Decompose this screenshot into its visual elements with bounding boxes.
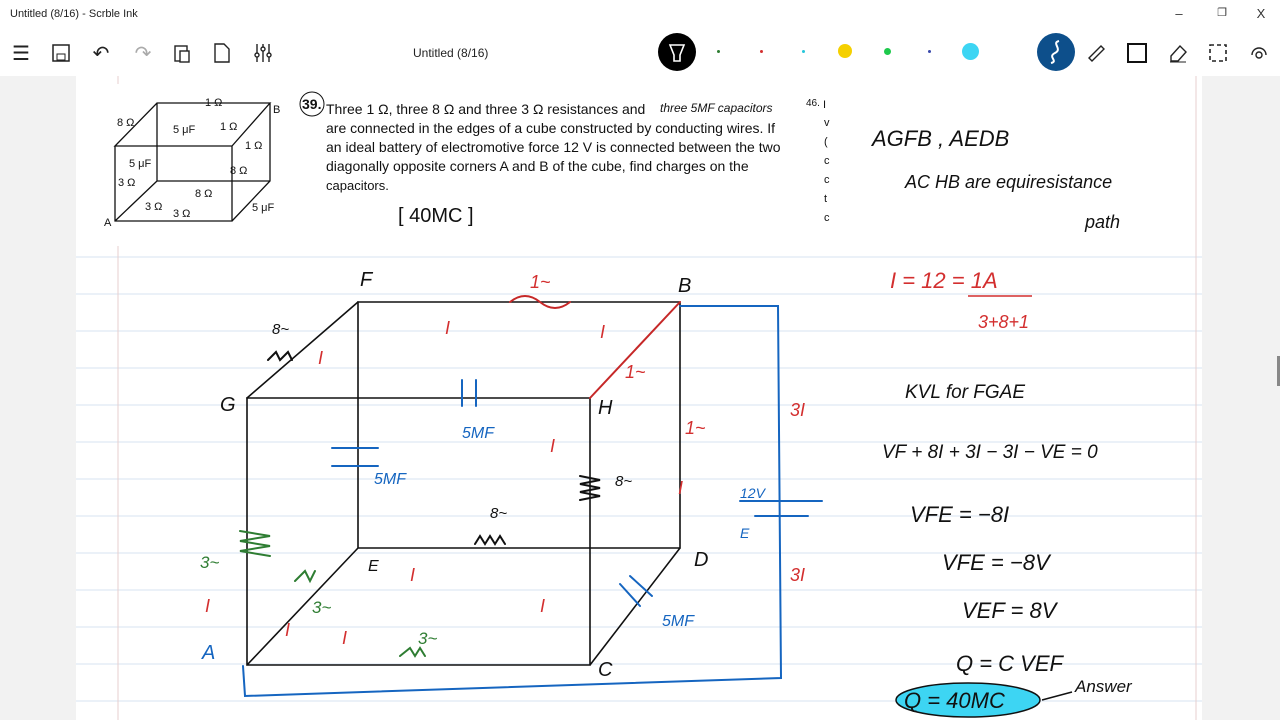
fig-label: 8 Ω	[195, 188, 213, 200]
current-label: I	[410, 565, 416, 585]
current-label: I	[285, 620, 291, 640]
current-label: I	[445, 318, 451, 338]
close-button[interactable]: X	[1256, 6, 1266, 21]
note-line: path	[1085, 212, 1121, 232]
battery-label: 12V	[740, 485, 765, 501]
resistor-label: 3~	[312, 598, 332, 617]
fig-label: 1 Ω	[245, 140, 263, 152]
ink-layer	[0, 76, 1280, 720]
settings-sliders-icon[interactable]	[250, 40, 276, 66]
cut-text: c	[824, 212, 830, 224]
resistor-label: 1~	[685, 418, 706, 438]
fig-label: 5 μF	[173, 124, 196, 136]
current-label: I	[600, 322, 606, 342]
fig-label: 1 Ω	[220, 121, 238, 133]
problem-text-line: Three 1 Ω, three 8 Ω and three 3 Ω resistances and	[326, 101, 646, 117]
touch-mode-icon[interactable]	[1246, 40, 1272, 66]
note-line: KVL for FGAE	[905, 382, 1026, 403]
note-line: AGFB , AEDB	[872, 126, 1010, 151]
title-bar	[0, 0, 1280, 30]
lasso-select-icon[interactable]	[1205, 40, 1231, 66]
resistor-label: 8~	[272, 321, 290, 338]
fig-label-a: A	[104, 217, 112, 229]
current-label: 3I	[790, 565, 806, 585]
node-label-e: E	[368, 558, 379, 575]
problem-number: 39.	[302, 96, 322, 112]
ink-canvas[interactable]	[0, 76, 1280, 720]
problem-text-line: capacitors.	[326, 178, 389, 193]
node-label-g: G	[220, 394, 236, 416]
pen-color-red[interactable]	[760, 50, 763, 53]
next-problem-number: 46.	[806, 98, 820, 109]
highlight-color-cyan[interactable]	[962, 43, 979, 60]
current-equation-denominator: 3+8+1	[978, 312, 1030, 332]
capacitor-label: 5MF	[374, 471, 406, 488]
cut-text: I	[823, 99, 827, 111]
highlight-color-yellow[interactable]	[838, 44, 852, 58]
cut-text: c	[824, 174, 830, 186]
battery-label: E	[740, 525, 750, 541]
current-label: I	[678, 478, 684, 498]
eraser-icon[interactable]	[1165, 40, 1191, 66]
resistor-label: 3~	[200, 553, 220, 572]
node-label-d: D	[694, 549, 709, 571]
document-title: Untitled (8/16)	[413, 46, 489, 60]
problem-text-line: are connected in the edges of a cube constructed by conducting wires. If	[326, 120, 776, 136]
pen-tool-button[interactable]	[1037, 33, 1075, 71]
pen-color-cyan[interactable]	[802, 50, 805, 53]
current-equation: I = 12 = 1A	[890, 268, 998, 293]
ruled-lines	[76, 257, 1202, 701]
new-page-icon[interactable]	[209, 40, 235, 66]
resistor-label: 3~	[418, 629, 438, 648]
pen-color-green[interactable]	[717, 50, 720, 53]
ruler-icon[interactable]	[1083, 40, 1109, 66]
current-label: I	[342, 628, 348, 648]
fig-label-b: B	[273, 104, 281, 116]
maximize-button[interactable]: ❐	[1217, 7, 1227, 19]
answer-label: Answer	[1075, 677, 1132, 696]
answer-bracket: [ 40MC ]	[398, 205, 474, 227]
pen-color-blue[interactable]	[928, 50, 931, 53]
capacitor-label: 5MF	[462, 425, 494, 442]
equation: Q = C VEF	[956, 651, 1063, 676]
cut-text: v	[824, 117, 830, 129]
fig-label: 8 Ω	[230, 165, 248, 177]
cube-diagram	[240, 296, 822, 696]
note-line: AC HB are equiresistance	[905, 172, 1113, 192]
fig-label: 3 Ω	[118, 177, 136, 189]
current-label: I	[550, 436, 556, 456]
node-label-b: B	[678, 275, 692, 297]
fig-label: 8 Ω	[117, 117, 135, 129]
fig-label: 3 Ω	[145, 201, 163, 213]
fig-label: 1 Ω	[205, 97, 223, 109]
handwritten-insert: three 5MF capacitors	[660, 101, 773, 115]
minimize-button[interactable]: –	[1175, 6, 1183, 21]
paste-icon[interactable]	[169, 40, 195, 66]
shape-rectangle-icon[interactable]	[1124, 40, 1150, 66]
node-label-a: A	[202, 642, 216, 664]
window-title: Untitled (8/16) - Scrble Ink	[10, 8, 138, 20]
equation: VFE = −8V	[942, 550, 1050, 575]
toolbar	[0, 30, 1280, 76]
resistor-label: 1~	[625, 362, 646, 382]
undo-icon[interactable]: ↶	[92, 42, 110, 65]
equation: VEF = 8V	[962, 598, 1057, 623]
cut-text: t	[824, 193, 828, 205]
node-label-c: C	[598, 659, 613, 681]
resistor-label: 8~	[490, 505, 508, 522]
cut-text: (	[824, 136, 828, 148]
current-label: I	[205, 596, 211, 616]
answer-equation: Q = 40MC	[904, 688, 1005, 713]
fig-label: 5 μF	[129, 158, 152, 170]
save-icon[interactable]	[48, 40, 74, 66]
problem-text-line: an ideal battery of electromotive force 12 V is connected between the two	[326, 139, 781, 155]
fig-label: 5 μF	[252, 202, 275, 214]
fig-label: 3 Ω	[173, 208, 191, 220]
equation: VF + 8I + 3I − 3I − VE = 0	[882, 442, 1098, 463]
resistor-label: 1~	[530, 272, 551, 292]
node-label-f: F	[360, 269, 373, 291]
node-label-h: H	[598, 397, 613, 419]
cut-text: c	[824, 155, 830, 167]
resistor-label: 8~	[615, 473, 633, 490]
current-label: I	[540, 596, 546, 616]
current-label: I	[318, 348, 324, 368]
redo-icon[interactable]: ↷	[134, 42, 152, 65]
highlighter-tool-button[interactable]	[658, 33, 696, 71]
current-label: 3I	[790, 400, 806, 420]
pen-color-bright-green[interactable]	[884, 48, 891, 55]
menu-icon[interactable]: ☰	[12, 42, 30, 65]
equation: VFE = −8I	[910, 502, 1010, 527]
problem-text-line: diagonally opposite corners A and B of the cube, find charges on the	[326, 158, 749, 174]
capacitor-label: 5MF	[662, 613, 694, 630]
